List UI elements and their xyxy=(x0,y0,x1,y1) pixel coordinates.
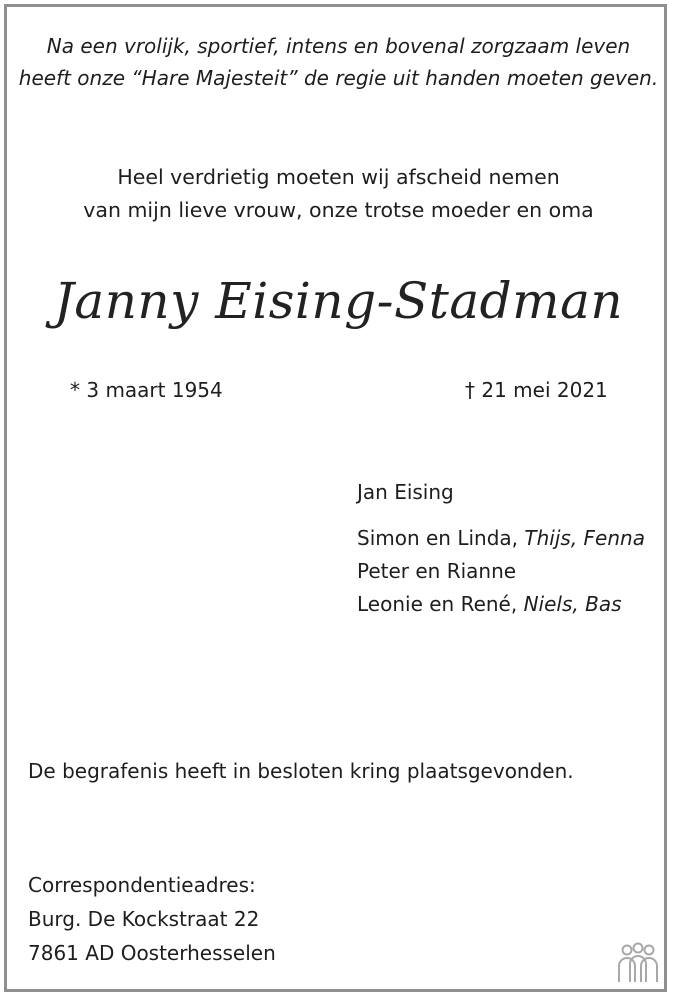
spouse-name: Jan Eising xyxy=(357,480,454,504)
intro-line-1: Na een vrolijk, sportief, intens en bovenal zorgzaam leven xyxy=(46,34,631,58)
address-city: 7861 AD Oosterhesselen xyxy=(28,941,276,965)
death-date: † 21 mei 2021 xyxy=(465,378,608,402)
intro-text xyxy=(0,30,677,94)
announcement-line-2: van mijn lieve vrouw, onze trotse moeder en oma xyxy=(83,198,594,222)
deceased-name: Janny Eising-Stadman xyxy=(53,272,624,330)
family-list xyxy=(357,476,645,621)
address-heading: Correspondentieadres: xyxy=(28,873,256,897)
children-names: Simon en Linda, xyxy=(357,526,519,550)
correspondence-address xyxy=(28,868,276,970)
announcement-text xyxy=(0,161,677,227)
grandchildren-names: Niels, Bas xyxy=(523,592,622,616)
birth-date: * 3 maart 1954 xyxy=(70,378,223,402)
family-line xyxy=(357,555,645,588)
intro-line-2: heeft onze “Hare Majesteit” de regie uit handen moeten geven. xyxy=(18,66,659,90)
grandchildren-names: Thijs, Fenna xyxy=(524,526,645,550)
children-names: Peter en Rianne xyxy=(357,559,517,583)
family-line xyxy=(357,588,645,621)
children-names: Leonie en René, xyxy=(357,592,518,616)
address-street: Burg. De Kockstraat 22 xyxy=(28,907,260,931)
announcement-line-1: Heel verdrietig moeten wij afscheid nemen xyxy=(117,165,560,189)
funeral-note: De begrafenis heeft in besloten kring plaatsgevonden. xyxy=(28,759,574,783)
family-line xyxy=(357,522,645,555)
people-group-icon xyxy=(614,942,662,986)
